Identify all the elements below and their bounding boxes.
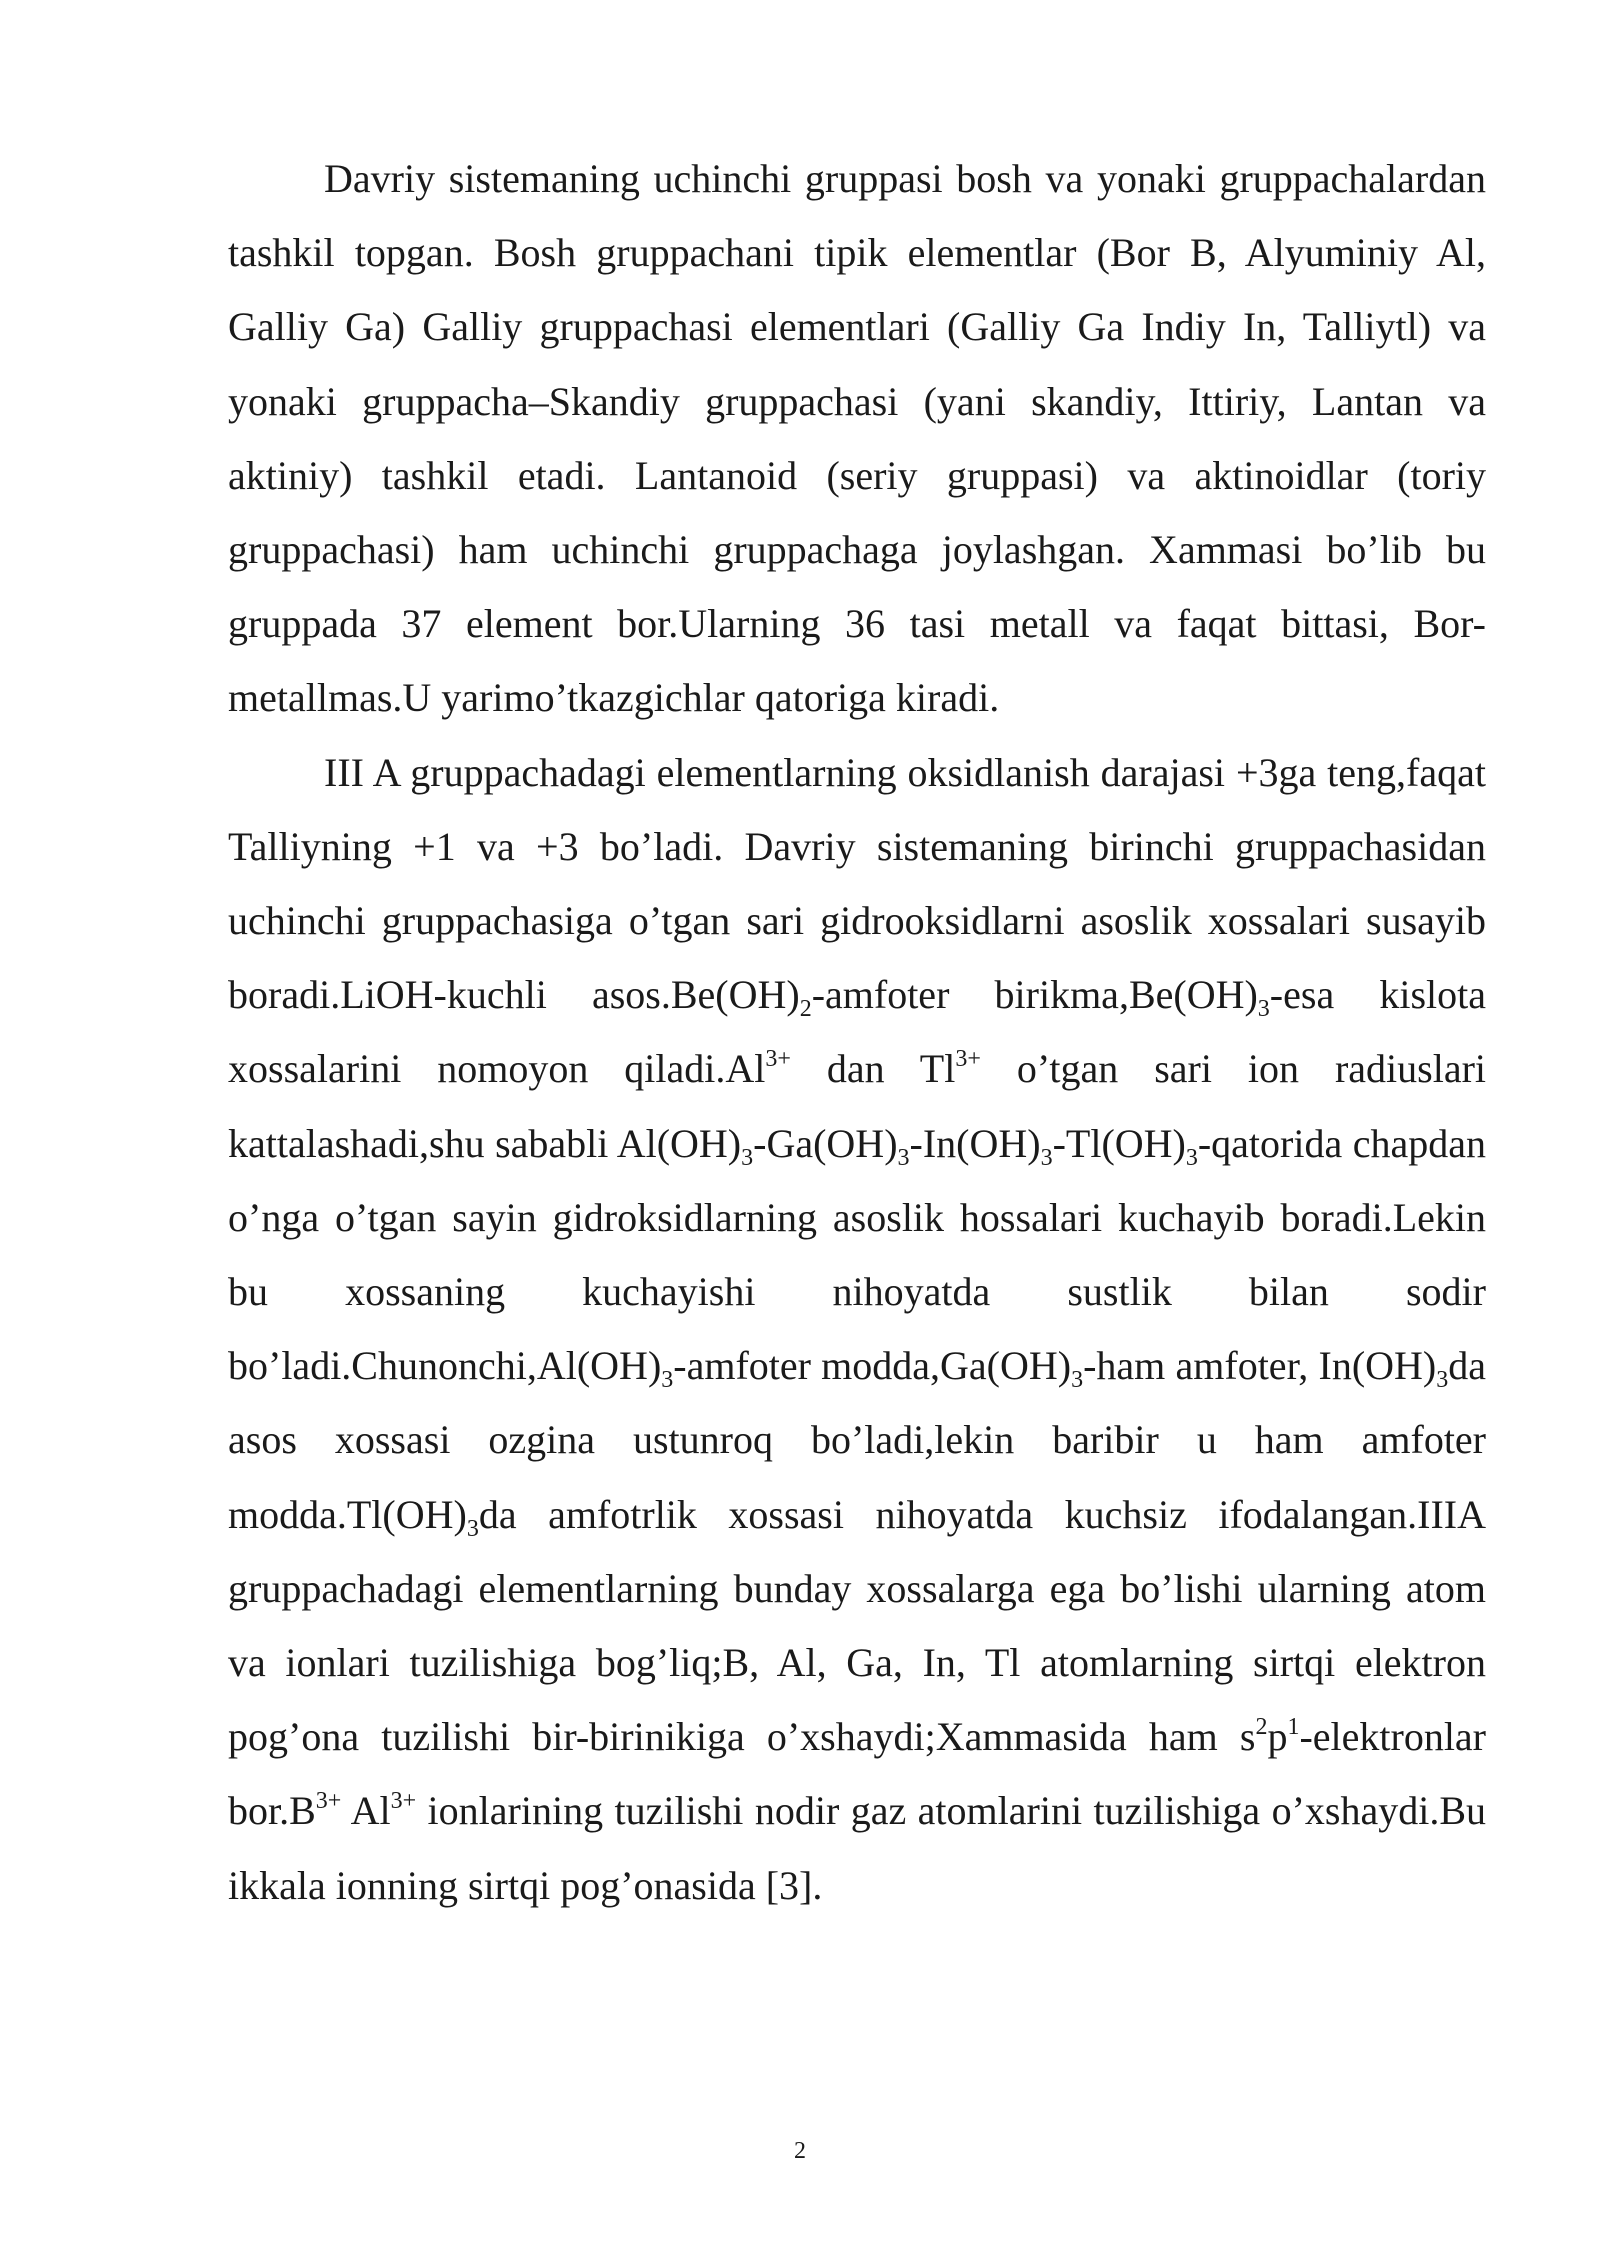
text-run: -ham amfoter, In(OH) [1083, 1343, 1437, 1389]
text-run: -qatorida chapdan o’nga o’tgan sayin gidroksidlarning asoslik hossalari kuchayib boradi.Lekin bu xossaning kuchayishi nihoyatda sustlik bilan sodir bo’ladi.Chunonchi,Al(OH) [228, 1120, 1487, 1389]
text-run: p [1267, 1714, 1288, 1760]
text-run: -amfoter modda,Ga(OH) [673, 1343, 1072, 1389]
text-run: -In(OH) [909, 1120, 1041, 1166]
subscript: 3 [661, 1367, 674, 1394]
text-run: ionlarining tuzilishi nodir gaz atomlarini tuzilishiga o’xshaydi.Bu ikkala ionning sirtqi pog’onasida [3]. [228, 1788, 1486, 1908]
superscript: 3+ [390, 1788, 417, 1815]
subscript: 3 [1071, 1367, 1084, 1394]
text-run: da asos xossasi ozgina ustunroq bo’ladi,lekin baribir u ham amfoter modda.Tl(OH) [228, 1343, 1486, 1537]
text-run: -esa kislota xossalarini nomoyon qiladi.Al [228, 972, 1486, 1092]
subscript: 3 [1185, 1144, 1198, 1171]
text-run: -Ga(OH) [753, 1120, 898, 1166]
superscript: 3+ [955, 1046, 981, 1073]
subscript: 3 [466, 1515, 479, 1542]
superscript: 1 [1287, 1714, 1300, 1741]
subscript: 3 [741, 1144, 754, 1171]
body-text [228, 142, 1486, 1923]
text-run: Al [341, 1788, 391, 1834]
superscript: 3+ [765, 1046, 791, 1073]
subscript: 3 [1257, 996, 1270, 1023]
superscript: 2 [1255, 1714, 1268, 1741]
page-number: 2 [794, 2138, 806, 2164]
subscript: 3 [1040, 1144, 1053, 1171]
text-run: -amfoter birikma,Be(OH) [811, 972, 1258, 1018]
subscript: 3 [897, 1144, 910, 1171]
text-run: -Tl(OH) [1052, 1120, 1186, 1166]
paragraph-1: Davriy sistemaning uchinchi gruppasi bosh va yonaki gruppachalardan tashkil topgan. Bosh gruppachani tipik elementlar (Bor B, Alyuminiy Al, Galliy Ga) Galliy gruppachasi elementlari (Galliy Ga Indiy In, Talliytl) va yonaki gruppacha–Skandiy gruppachasi (yani skandiy, Ittiriy, Lantan va aktiniy) tashkil etadi. Lantanoid (seriy gruppasi) va aktinoidlar (toriy gruppachasi) ham uchinchi gruppachaga joylashgan. Xammasi bo’lib bu gruppada 37 element bor.Ularning 36 tasi metall va faqat bittasi, Bor-metallmas.U yarimo’tkazgichlar qatoriga kiradi. [228, 156, 1486, 721]
text-run: -elektronlar bor.B [228, 1714, 1486, 1834]
text-run: dan Tl [790, 1046, 956, 1092]
text-run: III A gruppachadagi elementlarning oksidlanish darajasi +3ga teng,faqat Talliyning +1 va +3 bo’ladi. Davriy sistemaning birinchi gruppachasidan uchinchi gruppachasiga o’tgan sari gidrooksidlarni asoslik xossalari susayib boradi.LiOH-kuchli asos.Be(OH) [228, 749, 1486, 1018]
text-run: o’tgan sari ion radiuslari kattalashadi,shu sababli Al(OH) [228, 1046, 1487, 1166]
superscript: 3+ [315, 1788, 342, 1815]
text-run: da amfotrlik xossasi nihoyatda kuchsiz ifodalangan.IIIA gruppachadagi elementlarning bunday xossalarga ega bo’lishi ularning atom va ionlari tuzilishiga bog’liq;B, Al, Ga, In, Tl atomlarning sirtqi elektron pog’ona tuzilishi bir-birinikiga o’xshaydi;Xammasida ham s [228, 1491, 1486, 1760]
subscript: 3 [1436, 1367, 1449, 1394]
paragraph-2 [228, 736, 1486, 1923]
subscript: 2 [799, 996, 812, 1023]
